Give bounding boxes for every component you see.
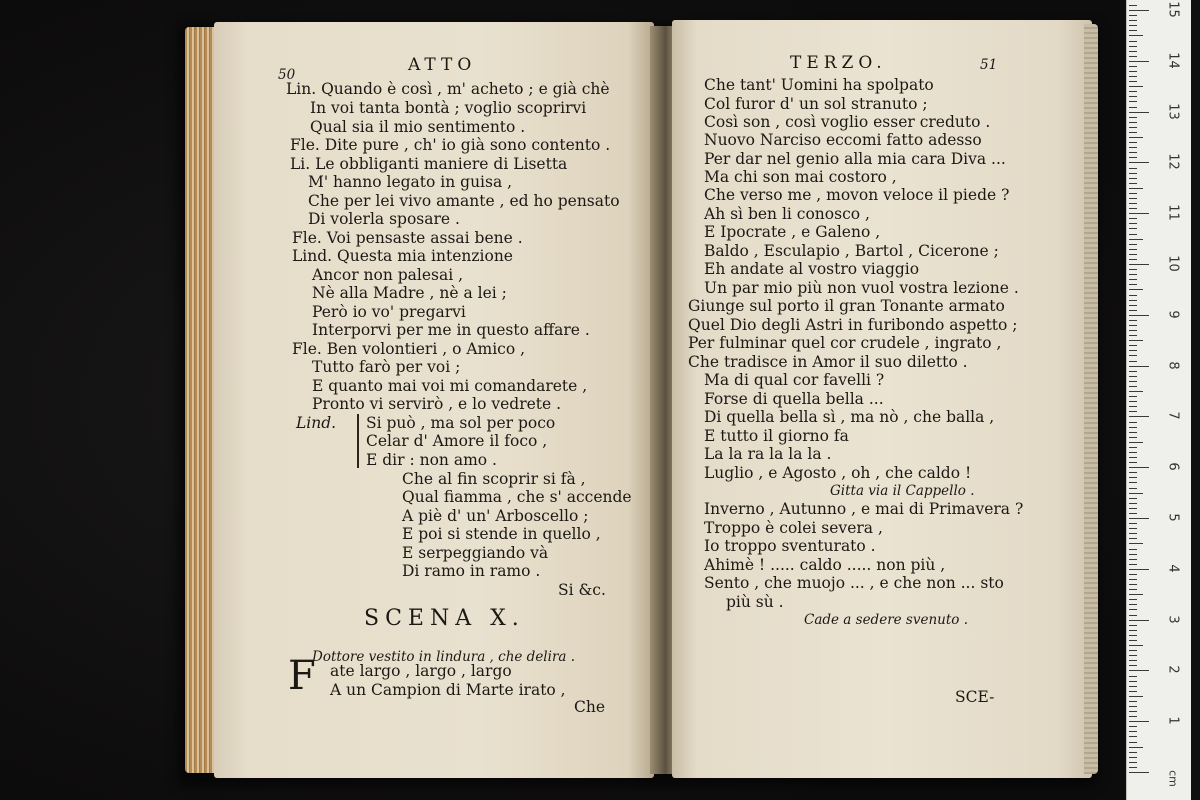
text-line: Fle. Dite pure , ch' io già sono contento . bbox=[290, 136, 611, 154]
text-line: Ah sì ben li conosco , bbox=[704, 205, 870, 223]
right-running-head: TERZO. bbox=[790, 53, 887, 73]
aria-line: E serpeggiando và bbox=[402, 544, 549, 562]
ruler-tick bbox=[1129, 310, 1137, 311]
ruler-tick bbox=[1129, 422, 1137, 423]
aria-line: Di ramo in ramo . bbox=[402, 562, 541, 580]
ruler-tick bbox=[1129, 376, 1137, 377]
ruler-tick bbox=[1129, 330, 1137, 331]
ruler-tick bbox=[1129, 757, 1137, 758]
speaker-label: Lind. bbox=[296, 414, 337, 432]
text-line: Inverno , Autunno , e mai di Primavera ? bbox=[704, 500, 1024, 518]
ruler-tick bbox=[1129, 645, 1143, 646]
ruler-tick bbox=[1129, 96, 1137, 97]
ruler-tick bbox=[1129, 340, 1143, 341]
text-line: Eh andate al vostro viaggio bbox=[704, 260, 920, 278]
ruler-tick bbox=[1129, 228, 1137, 229]
text-line: In voi tanta bontà ; voglio scoprirvi bbox=[310, 99, 587, 117]
text-line: Troppo è colei severa , bbox=[704, 519, 883, 537]
aria-line: Si può , ma sol per poco bbox=[366, 414, 556, 432]
right-page-edge bbox=[1084, 24, 1098, 774]
ruler-tick bbox=[1129, 584, 1137, 585]
ruler-number: 9 bbox=[1165, 310, 1181, 319]
text-line: più sù . bbox=[726, 593, 784, 611]
text-line: E tutto il giorno fa bbox=[704, 427, 849, 445]
ruler-tick bbox=[1129, 223, 1137, 224]
ruler-tick bbox=[1129, 183, 1137, 184]
ruler-tick bbox=[1129, 752, 1137, 753]
ruler-tick bbox=[1129, 665, 1137, 666]
ruler-tick bbox=[1129, 615, 1137, 616]
ruler-tick bbox=[1129, 239, 1143, 240]
ruler-tick bbox=[1129, 198, 1137, 199]
text-line: Per dar nel genio alla mia cara Diva ... bbox=[704, 150, 1006, 168]
ruler-tick bbox=[1129, 437, 1137, 438]
ruler-tick bbox=[1129, 10, 1149, 11]
ruler-tick bbox=[1129, 142, 1137, 143]
ruler-tick bbox=[1129, 762, 1137, 763]
text-line: Baldo , Esculapio , Bartol , Cicerone ; bbox=[704, 242, 999, 260]
ruler-tick bbox=[1129, 345, 1137, 346]
text-line: Ma chi son mai costoro , bbox=[704, 168, 897, 186]
ruler-tick bbox=[1129, 132, 1137, 133]
text-line: Io troppo sventurato . bbox=[704, 537, 876, 555]
text-line: Forse di quella bella ... bbox=[704, 390, 884, 408]
ruler-tick bbox=[1129, 477, 1137, 478]
ruler-tick bbox=[1129, 742, 1137, 743]
ruler-tick bbox=[1129, 218, 1137, 219]
ruler-tick bbox=[1129, 427, 1137, 428]
ruler-tick bbox=[1129, 35, 1143, 36]
ruler-tick bbox=[1129, 528, 1137, 529]
ruler-tick bbox=[1129, 162, 1149, 163]
ruler-tick bbox=[1129, 91, 1137, 92]
text-line: Così son , così voglio esser creduto . bbox=[704, 113, 991, 131]
ruler-tick bbox=[1129, 721, 1149, 722]
ruler-tick bbox=[1129, 416, 1149, 417]
left-running-head: ATTO bbox=[408, 55, 477, 75]
ruler-tick bbox=[1129, 472, 1137, 473]
aria-line: E dir : non amo . bbox=[366, 451, 497, 469]
ruler-tick bbox=[1129, 452, 1137, 453]
text-line: La la ra la la la . bbox=[704, 445, 832, 463]
text-line: Di volerla sposare . bbox=[308, 210, 460, 228]
ruler-tick bbox=[1129, 279, 1137, 280]
ruler-tick bbox=[1129, 655, 1137, 656]
ruler-tick bbox=[1129, 86, 1143, 87]
ruler-tick bbox=[1129, 660, 1137, 661]
stage-direction: Gitta via il Cappello . bbox=[830, 483, 975, 499]
ruler-tick bbox=[1129, 208, 1137, 209]
ruler-tick bbox=[1129, 15, 1137, 16]
text-line: Qual sia il mio sentimento . bbox=[310, 118, 526, 136]
ruler-tick bbox=[1129, 498, 1137, 499]
aria-line: E poi si stende in quello , bbox=[402, 525, 601, 543]
text-line: Però io vo' pregarvi bbox=[312, 303, 466, 321]
ruler-tick bbox=[1129, 731, 1137, 732]
text-line: Che verso me , movon veloce il piede ? bbox=[704, 186, 1010, 204]
ruler-tick bbox=[1129, 630, 1137, 631]
ruler-tick bbox=[1129, 401, 1137, 402]
ruler-tick bbox=[1129, 56, 1137, 57]
ruler-tick bbox=[1129, 152, 1137, 153]
text-line: Luglio , e Agosto , oh , che caldo ! bbox=[704, 464, 972, 482]
ruler-tick bbox=[1129, 640, 1137, 641]
ruler-number: 3 bbox=[1165, 614, 1181, 624]
ruler-tick bbox=[1129, 320, 1137, 321]
ruler-tick bbox=[1129, 127, 1137, 128]
scene-heading: SCENA X. bbox=[364, 606, 525, 631]
text-line: Nuovo Narciso eccomi fatto adesso bbox=[704, 131, 982, 149]
text-line: Pronto vi servirò , e lo vedrete . bbox=[312, 395, 562, 413]
ruler-tick bbox=[1129, 147, 1137, 148]
ruler-tick bbox=[1129, 549, 1137, 550]
ruler-tick bbox=[1129, 635, 1137, 636]
text-line: Quel Dio degli Astri in furibondo aspetto ; bbox=[688, 316, 1018, 334]
ruler-tick bbox=[1129, 295, 1137, 296]
ruler-tick bbox=[1129, 30, 1137, 31]
ruler-tick bbox=[1129, 711, 1137, 712]
ruler-number: 13 bbox=[1165, 102, 1181, 120]
ruler-tick bbox=[1129, 264, 1149, 265]
da-capo-mark: Si &c. bbox=[558, 581, 606, 599]
ruler-tick bbox=[1129, 447, 1137, 448]
ruler-tick bbox=[1129, 467, 1149, 468]
ruler-tick bbox=[1129, 508, 1137, 509]
ruler-tick bbox=[1129, 173, 1137, 174]
text-line: Fle. Voi pensaste assai bene . bbox=[292, 229, 523, 247]
ruler-tick bbox=[1129, 335, 1137, 336]
text-line: ate largo , largo , largo bbox=[330, 662, 512, 680]
measurement-ruler bbox=[1126, 0, 1191, 800]
ruler-tick bbox=[1129, 518, 1149, 519]
ruler-tick bbox=[1129, 101, 1137, 102]
ruler-tick bbox=[1129, 493, 1143, 494]
ruler-number: 12 bbox=[1165, 153, 1181, 171]
ruler-tick bbox=[1129, 747, 1143, 748]
ruler-tick bbox=[1129, 66, 1137, 67]
ruler-unit-label: cm bbox=[1166, 770, 1180, 787]
ruler-tick bbox=[1129, 503, 1137, 504]
ruler-tick bbox=[1129, 716, 1137, 717]
text-line: Li. Le obbliganti maniere di Lisetta bbox=[290, 155, 568, 173]
ruler-tick bbox=[1129, 366, 1149, 367]
text-line: Fle. Ben volontieri , o Amico , bbox=[292, 340, 526, 358]
ruler-tick bbox=[1129, 289, 1143, 290]
catchword: Che bbox=[574, 698, 606, 716]
ruler-tick bbox=[1129, 117, 1137, 118]
ruler-tick bbox=[1129, 5, 1137, 6]
ruler-tick bbox=[1129, 406, 1137, 407]
ruler-tick bbox=[1129, 620, 1149, 621]
ruler-number: 6 bbox=[1165, 462, 1181, 471]
ruler-tick bbox=[1129, 396, 1137, 397]
ruler-tick bbox=[1129, 213, 1149, 214]
ruler-number: 15 bbox=[1165, 1, 1181, 18]
ruler-tick bbox=[1129, 350, 1137, 351]
ruler-tick bbox=[1129, 61, 1149, 62]
ruler-tick bbox=[1129, 767, 1137, 768]
ruler-number: 10 bbox=[1165, 255, 1181, 272]
ruler-tick bbox=[1129, 355, 1137, 356]
aria-line: A piè d' un' Arboscello ; bbox=[402, 507, 589, 525]
ruler-tick bbox=[1129, 46, 1137, 47]
ruler-tick bbox=[1129, 432, 1137, 433]
ruler-tick bbox=[1129, 609, 1137, 610]
text-line: Che tant' Uomini ha spolpato bbox=[704, 76, 934, 94]
ruler-tick bbox=[1129, 315, 1149, 316]
stage-direction: Dottore vestito in lindura , che delira . bbox=[312, 649, 576, 665]
ruler-tick bbox=[1129, 482, 1137, 483]
ruler-tick bbox=[1129, 726, 1137, 727]
ruler-tick bbox=[1129, 599, 1137, 600]
left-page-number: 50 bbox=[278, 67, 296, 83]
drop-capital: F bbox=[288, 653, 316, 699]
ruler-tick bbox=[1129, 269, 1137, 270]
ruler-tick bbox=[1129, 122, 1137, 123]
text-line: A un Campion di Marte irato , bbox=[330, 681, 566, 699]
text-line: Interporvi per me in questo affare . bbox=[312, 321, 590, 339]
ruler-tick bbox=[1129, 411, 1137, 412]
ruler-tick bbox=[1129, 391, 1143, 392]
ruler-number: 8 bbox=[1165, 360, 1181, 370]
text-line: Col furor d' un sol stranuto ; bbox=[704, 95, 928, 113]
ruler-tick bbox=[1129, 254, 1137, 255]
text-line: Che per lei vivo amante , ed ho pensato bbox=[308, 192, 620, 210]
ruler-tick bbox=[1129, 696, 1143, 697]
ruler-tick bbox=[1129, 137, 1143, 138]
text-line: Ma di qual cor favelli ? bbox=[704, 371, 885, 389]
ruler-tick bbox=[1129, 564, 1137, 565]
aria-line: Qual fiamma , che s' accende bbox=[402, 488, 632, 506]
ruler-tick bbox=[1129, 574, 1137, 575]
text-line: Tutto farò per voi ; bbox=[312, 358, 461, 376]
ruler-tick bbox=[1129, 325, 1137, 326]
ruler-tick bbox=[1129, 361, 1137, 362]
ruler-tick bbox=[1129, 736, 1137, 737]
text-line: Sento , che muojo ... , e che non ... sto bbox=[704, 574, 1004, 592]
ruler-tick bbox=[1129, 559, 1137, 560]
text-line: E quanto mai voi mi comandarete , bbox=[312, 377, 588, 395]
ruler-tick bbox=[1129, 300, 1137, 301]
ruler-tick bbox=[1129, 249, 1137, 250]
ruler-tick bbox=[1129, 554, 1137, 555]
ruler-tick bbox=[1129, 51, 1137, 52]
text-line: Un par mio più non vuol vostra lezione . bbox=[704, 279, 1019, 297]
right-page-number: 51 bbox=[980, 57, 998, 73]
ruler-tick bbox=[1129, 193, 1137, 194]
text-line: Di quella bella sì , ma nò , che balla , bbox=[704, 408, 995, 426]
ruler-tick bbox=[1129, 81, 1137, 82]
ruler-tick bbox=[1129, 259, 1137, 260]
ruler-number: 7 bbox=[1165, 411, 1181, 421]
ruler-tick bbox=[1129, 76, 1137, 77]
ruler-tick bbox=[1129, 107, 1137, 108]
ruler-tick bbox=[1129, 681, 1137, 682]
ruler-tick bbox=[1129, 381, 1137, 382]
ruler-tick bbox=[1129, 513, 1137, 514]
ruler-number: 4 bbox=[1165, 564, 1181, 573]
ruler-tick bbox=[1129, 676, 1137, 677]
text-line: Per fulminar quel cor crudele , ingrato , bbox=[688, 334, 1002, 352]
ruler-tick bbox=[1129, 686, 1137, 687]
ruler-number: 11 bbox=[1165, 204, 1181, 221]
ruler-tick bbox=[1129, 274, 1137, 275]
ruler-number: 1 bbox=[1165, 716, 1181, 725]
ruler-tick bbox=[1129, 457, 1137, 458]
catchword: SCE- bbox=[955, 688, 995, 706]
ruler-tick bbox=[1129, 579, 1137, 580]
ruler-tick bbox=[1129, 650, 1137, 651]
ruler-tick bbox=[1129, 604, 1137, 605]
ruler-tick bbox=[1129, 594, 1143, 595]
ruler-tick bbox=[1129, 157, 1137, 158]
ruler-tick bbox=[1129, 188, 1143, 189]
aria-line: Celar d' Amore il foco , bbox=[366, 432, 548, 450]
ruler-tick bbox=[1129, 523, 1137, 524]
text-line: E Ipocrate , e Galeno , bbox=[704, 223, 881, 241]
stage-direction: Cade a sedere svenuto . bbox=[804, 612, 968, 628]
ruler-tick bbox=[1129, 71, 1137, 72]
ruler-tick bbox=[1129, 178, 1137, 179]
ruler-tick bbox=[1129, 533, 1137, 534]
ruler-tick bbox=[1129, 371, 1137, 372]
ruler-tick bbox=[1129, 41, 1137, 42]
ruler-number: 2 bbox=[1165, 665, 1181, 675]
ruler-tick bbox=[1129, 538, 1137, 539]
ruler-tick bbox=[1129, 488, 1137, 489]
text-line: Giunge sul porto il gran Tonante armato bbox=[688, 297, 1005, 315]
ruler-tick bbox=[1129, 20, 1137, 21]
text-line: Lin. Quando è così , m' acheto ; e già chè bbox=[286, 80, 610, 98]
ruler-tick bbox=[1129, 670, 1149, 671]
text-line: Ancor non palesai , bbox=[312, 266, 464, 284]
text-line: Nè alla Madre , nè a lei ; bbox=[312, 284, 507, 302]
ruler-tick bbox=[1129, 305, 1137, 306]
text-line: Ahimè ! ..... caldo ..... non più , bbox=[704, 556, 946, 574]
ruler-tick bbox=[1129, 112, 1149, 113]
ruler-tick bbox=[1129, 706, 1137, 707]
ruler-tick bbox=[1129, 701, 1137, 702]
ruler-tick bbox=[1129, 386, 1137, 387]
verse-brace bbox=[357, 414, 359, 468]
ruler-tick bbox=[1129, 442, 1143, 443]
ruler-tick bbox=[1129, 569, 1149, 570]
ruler-number: 14 bbox=[1165, 52, 1181, 69]
aria-line: Che al fin scoprir si fà , bbox=[402, 470, 586, 488]
ruler-tick bbox=[1129, 203, 1137, 204]
ruler-tick bbox=[1129, 244, 1137, 245]
ruler-number: 5 bbox=[1165, 513, 1181, 522]
ruler-tick bbox=[1129, 691, 1137, 692]
text-line: Lind. Questa mia intenzione bbox=[292, 247, 513, 265]
text-line: M' hanno legato in guisa , bbox=[308, 173, 513, 191]
ruler-tick bbox=[1129, 625, 1137, 626]
text-line: Che tradisce in Amor il suo diletto . bbox=[688, 353, 968, 371]
ruler-tick bbox=[1129, 772, 1149, 773]
ruler-tick bbox=[1129, 543, 1143, 544]
ruler-tick bbox=[1129, 234, 1137, 235]
ruler-tick bbox=[1129, 589, 1137, 590]
ruler-tick bbox=[1129, 284, 1137, 285]
ruler-tick bbox=[1129, 25, 1137, 26]
ruler-tick bbox=[1129, 168, 1137, 169]
ruler-tick bbox=[1129, 462, 1137, 463]
